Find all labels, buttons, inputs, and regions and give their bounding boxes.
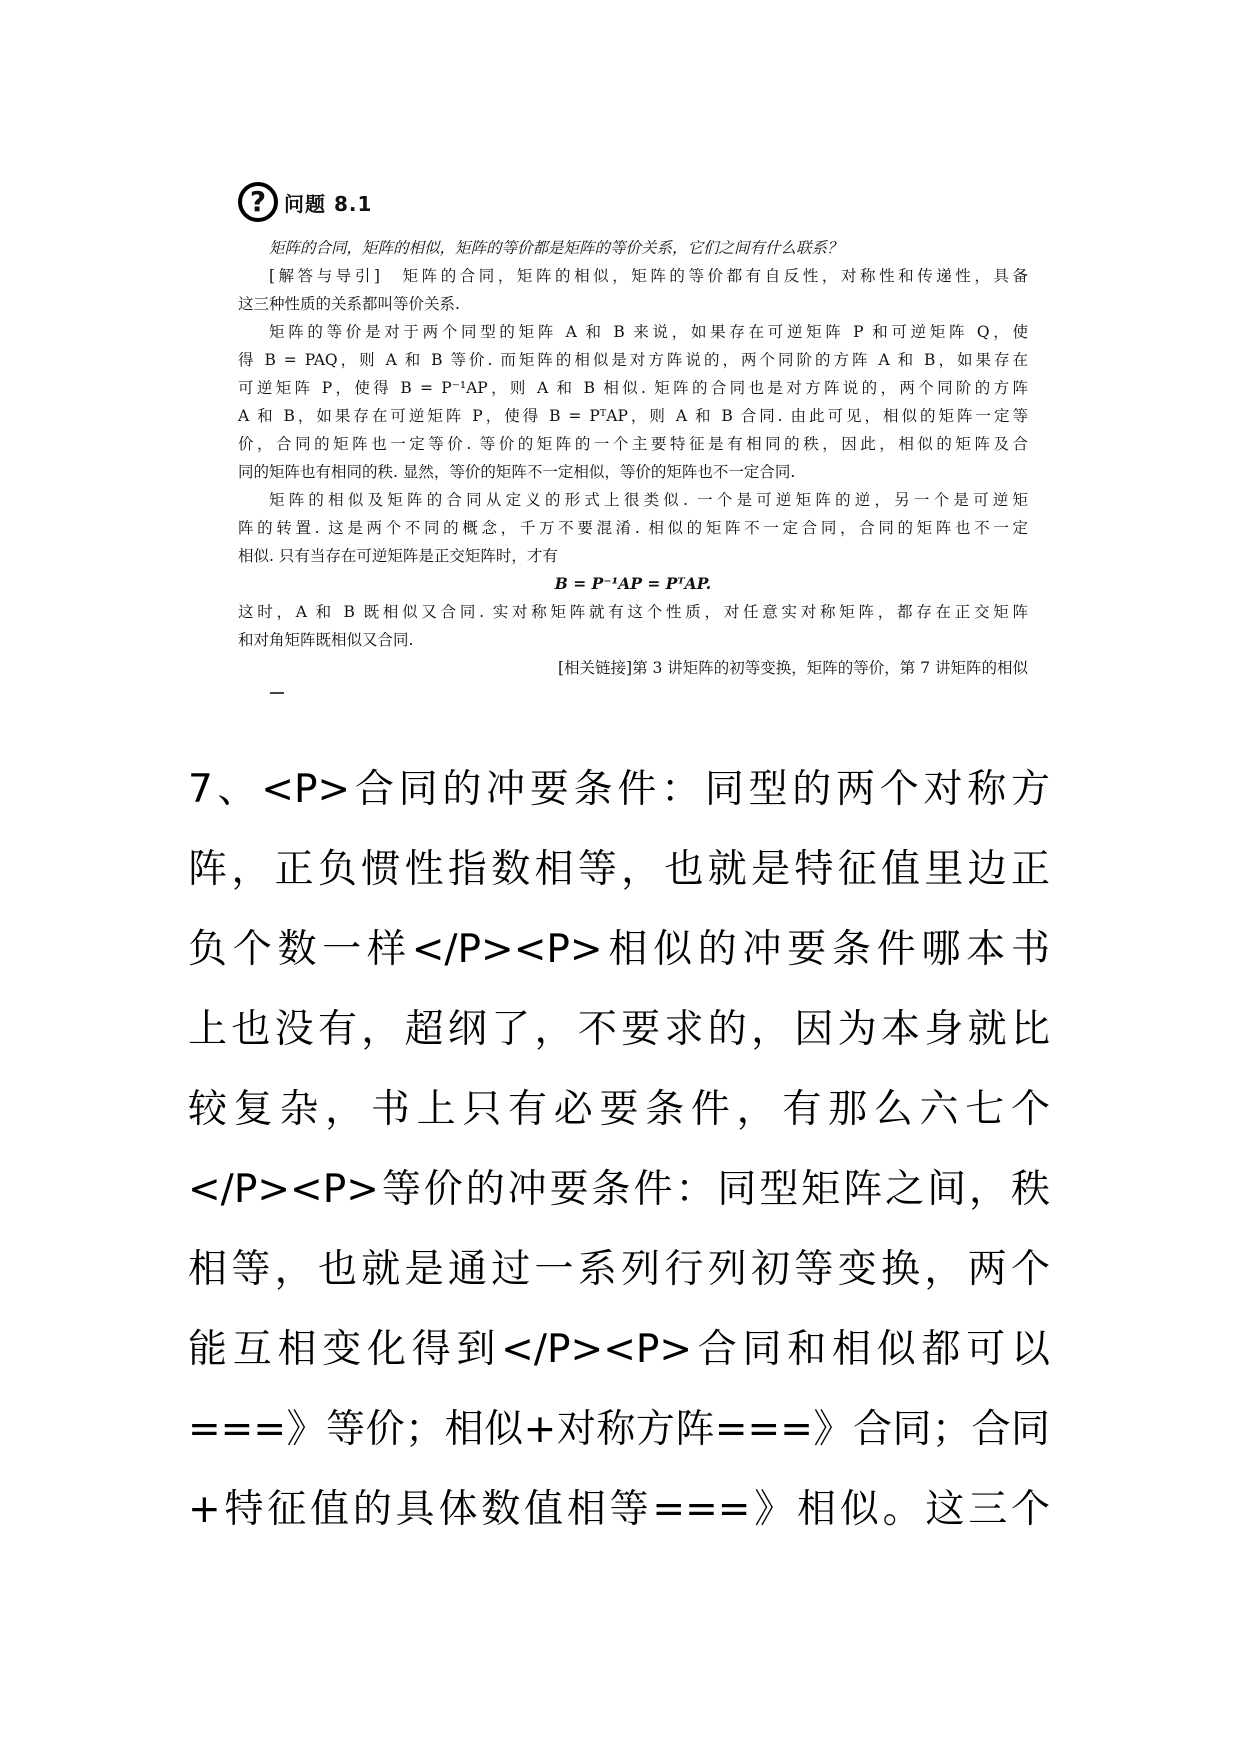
scan-dash-mark [270,692,284,694]
question-mark-icon: ? [238,182,278,222]
question-header [238,178,1028,226]
body-line-4: 上也没有，超纲了，不要求的，因为本身就比 [188,1007,1050,1052]
scan-line-12: 相似. 只有当存在可逆矩阵是正交矩阵时，才有 [238,547,558,565]
question-title: 问题 8.1 [284,191,373,216]
scan-line-14: 这时，A 和 B 既相似又合同. 实对称矩阵就有这个性质，对任意实对称矩阵，都存在正交矩阵 [238,603,1028,621]
scan-line-10: 矩阵的相似及矩阵的合同从定义的形式上很类似. 一个是可逆矩阵的逆，另一个是可逆矩 [269,491,1028,509]
scan-line-1: 矩阵的合同，矩阵的相似，矩阵的等价都是矩阵的等价关系，它们之间有什么联系？ [269,239,843,257]
scan-line-15: 和对角矩阵既相似又合同. [238,631,414,649]
body-line-5: 较复杂，书上只有必要条件，有那么六七个 [188,1087,1050,1132]
body-line-10: +特征值的具体数值相等===》相似。这三个 [188,1487,1050,1532]
scan-line-9: 同的矩阵也有相同的秩. 显然，等价的矩阵不一定相似，等价的矩阵也不一定合同. [238,463,796,481]
scan-line-11: 阵的转置. 这是两个不同的概念，千万不要混淆. 相似的矩阵不一定合同，合同的矩阵也不一定 [238,519,1028,537]
scan-line-6: 可逆矩阵 P，使得 B = P⁻¹AP，则 A 和 B 相似. 矩阵的合同也是对方阵说的，两个同阶的方阵 [238,379,1028,397]
body-line-8: 能互相变化得到</P><P>合同和相似都可以 [188,1327,1050,1372]
scan-line-7: A 和 B，如果存在可逆矩阵 P，使得 B = PᵀAP，则 A 和 B 合同. 由此可见，相似的矩阵一定等 [238,407,1028,425]
scan-line-3: 这三种性质的关系都叫等价关系. [238,295,460,313]
scan-formula: B = P⁻¹AP = PᵀAP. [554,574,712,593]
scan-line-4: 矩阵的等价是对于两个同型的矩阵 A 和 B 来说，如果存在可逆矩阵 P 和可逆矩阵 Q，使 [269,323,1028,341]
body-line-7: 相等，也就是通过一系列行列初等变换，两个 [188,1247,1050,1292]
body-line-2: 阵，正负惯性指数相等，也就是特征值里边正 [188,847,1050,892]
body-text [188,750,1050,1550]
scanned-excerpt [238,178,1028,694]
related-links: [相关链接]第 3 讲矩阵的初等变换，矩阵的等价，第 7 讲矩阵的相似 [557,659,1028,677]
scan-line-2: [解答与导引] 矩阵的合同，矩阵的相似，矩阵的等价都有自反性，对称性和传递性，具备 [269,267,1028,285]
body-line-1: 7、<P>合同的冲要条件：同型的两个对称方 [188,767,1050,812]
scan-line-8: 价，合同的矩阵也一定等价. 等价的矩阵的一个主要特征是有相同的秩，因此，相似的矩阵及合 [238,435,1028,453]
scan-line-5: 得 B = PAQ，则 A 和 B 等价. 而矩阵的相似是对方阵说的，两个同阶的方阵 A 和 B，如果存在 [238,351,1028,369]
body-line-6: </P><P>等价的冲要条件：同型矩阵之间，秩 [188,1167,1050,1212]
body-line-3: 负个数一样</P><P>相似的冲要条件哪本书 [188,927,1050,972]
body-line-9: ===》等价；相似+对称方阵===》合同；合同 [188,1407,1050,1452]
